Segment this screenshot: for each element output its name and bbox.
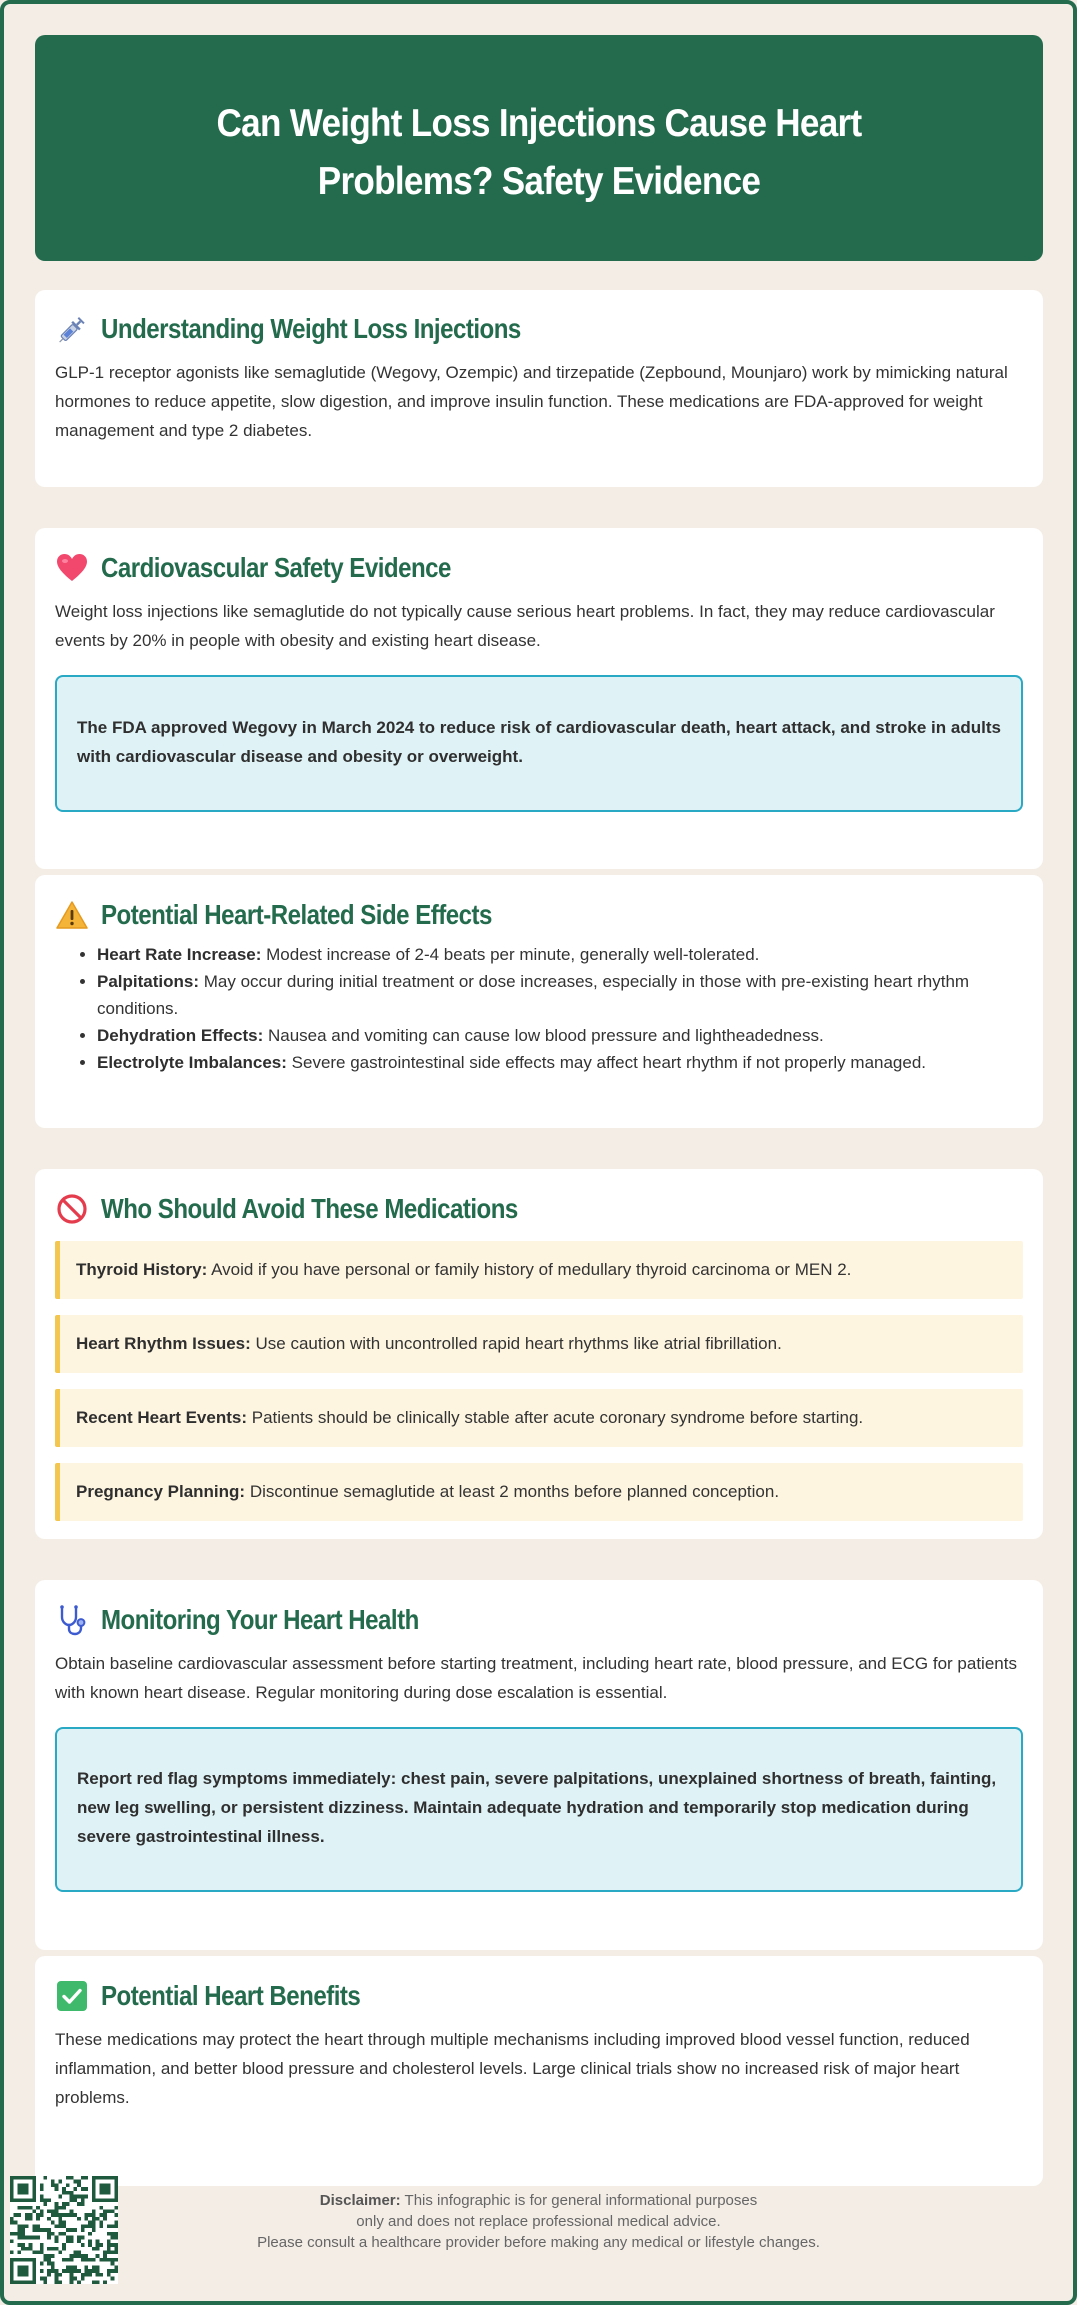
list-item: • Dehydration Effects: Nausea and vomiting can cause low blood pressure and lightheadedness. (97, 1022, 1023, 1049)
red-flag-callout (55, 1727, 1023, 1892)
disclaimer-label: Disclaimer: (319, 2192, 401, 2209)
avoid-card (35, 1169, 1043, 1539)
warning-box: Pregnancy Planning: Discontinue semaglutide at least 2 months before planned conception. (55, 1463, 1023, 1521)
callout-text: The FDA approved Wegovy in March 2024 to reduce risk of cardiovascular death, heart attack, and stroke in adults with cardiovascular disease and obesity or overweight. (77, 718, 1001, 766)
syringe-icon (55, 312, 89, 346)
warning-box: Heart Rhythm Issues: Use caution with uncontrolled rapid heart rhythms like atrial fibrillation. (55, 1315, 1023, 1373)
understanding-card (35, 290, 1043, 487)
card-body: Obtain baseline cardiovascular assessment before starting treatment, including heart rate, blood pressure, and ECG for patients with known heart disease. Regular monitoring during dose escalation is essential. (55, 1654, 1017, 1702)
card-title: Potential Heart-Related Side Effects (101, 899, 492, 930)
list-item: • Heart Rate Increase: Modest increase of 2-4 beats per minute, generally well-tolerated. (97, 941, 1023, 968)
card-title: Monitoring Your Heart Health (101, 1604, 419, 1635)
heart-icon (55, 551, 89, 585)
infographic (35, 35, 1043, 2107)
card-title: Understanding Weight Loss Injections (101, 313, 521, 344)
warning-icon (55, 898, 89, 932)
callout-text: Report red flag symptoms immediately: chest pain, severe palpitations, unexplained shortness of breath, fainting, new leg swelling, or persistent dizziness. Maintain adequate hydration and temporarily stop medication during severe gastrointestinal illness. (77, 1769, 997, 1846)
avoid-list (55, 1241, 1023, 1521)
fda-callout (55, 675, 1023, 812)
list-item: • Palpitations: May occur during initial treatment or dose increases, especially in those with pre-existing heart rhythm conditions. (97, 968, 1023, 1022)
monitoring-card (35, 1580, 1043, 1950)
card-title: Who Should Avoid These Medications (101, 1193, 518, 1224)
qr-code[interactable] (10, 2176, 118, 2284)
disclaimer-line: This infographic is for general informational purposes (400, 2192, 758, 2209)
card-header (55, 1600, 1023, 1640)
title-banner (35, 35, 1043, 261)
check-icon (55, 1979, 89, 2013)
side-effects-card (35, 875, 1043, 1128)
card-header (55, 1189, 1023, 1229)
benefits-card (35, 1956, 1043, 2186)
disclaimer (120, 2190, 957, 2253)
card-body: GLP-1 receptor agonists like semaglutide (Wegovy, Ozempic) and tirzepatide (Zepbound, Mounjaro) work by mimicking natural hormones to reduce appetite, slow digestion, and improve insulin function. These medications are FDA-approved for weight management and type 2 diabetes. (55, 363, 1008, 440)
stethoscope-icon (55, 1603, 89, 1637)
disclaimer-line: only and does not replace professional medical advice. (356, 2213, 721, 2230)
page-title: Can Weight Loss Injections Cause Heart Problems? Safety Evidence (216, 102, 862, 203)
card-title: Potential Heart Benefits (101, 1980, 361, 2011)
side-effects-list (55, 941, 1023, 1076)
card-body: These medications may protect the heart through multiple mechanisms including improved blood vessel function, reduced inflammation, and better blood pressure and cholesterol levels. Large clinical trials show no increased risk of major heart problems. (55, 2030, 970, 2107)
card-header (55, 548, 1023, 588)
disclaimer-line: Please consult a healthcare provider before making any medical or lifestyle changes. (257, 2234, 820, 2251)
card-header (55, 1976, 1023, 2016)
card-body: Weight loss injections like semaglutide do not typically cause serious heart problems. In fact, they may reduce cardiovascular events by 20% in people with obesity and existing heart disease. (55, 602, 995, 650)
warning-box: Thyroid History: Avoid if you have personal or family history of medullary thyroid carcinoma or MEN 2. (55, 1241, 1023, 1299)
card-header (55, 895, 1023, 935)
warning-box: Recent Heart Events: Patients should be clinically stable after acute coronary syndrome before starting. (55, 1389, 1023, 1447)
prohibited-icon (55, 1192, 89, 1226)
list-item: • Electrolyte Imbalances: Severe gastrointestinal side effects may affect heart rhythm if not properly managed. (97, 1049, 1023, 1076)
card-title: Cardiovascular Safety Evidence (101, 552, 451, 583)
card-header (55, 309, 1023, 349)
cardio-card (35, 528, 1043, 869)
